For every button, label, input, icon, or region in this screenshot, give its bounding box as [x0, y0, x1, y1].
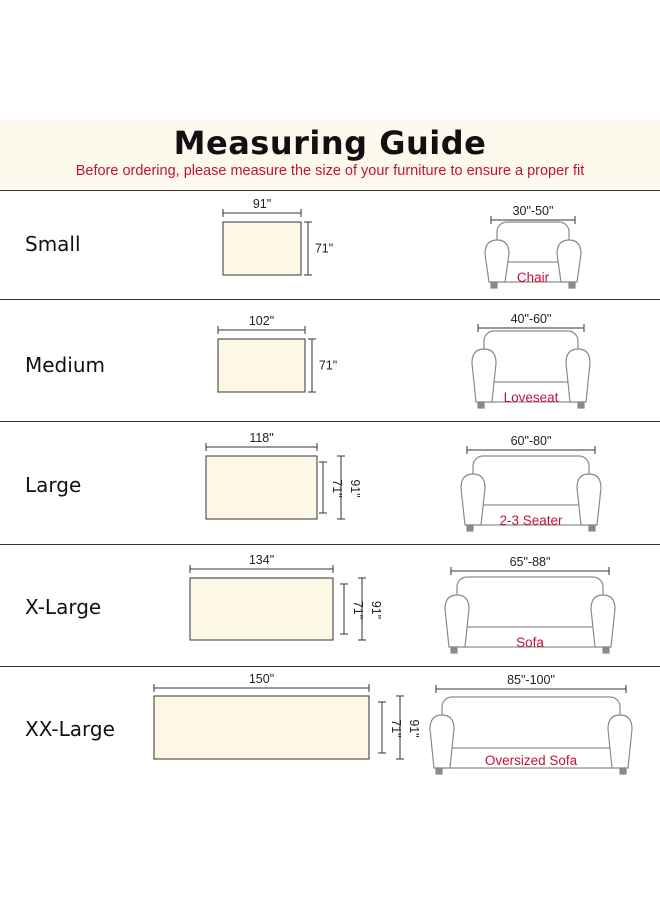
- row-x-large-sofa-type-label: Sofa: [516, 635, 544, 650]
- row-large-height-dimension: [337, 456, 362, 519]
- sofa-arm-left: [461, 474, 485, 525]
- row-small-depth-dimension: [304, 222, 333, 275]
- dimension-label: 71": [389, 719, 403, 738]
- row-x-large-cover-rect: [190, 578, 333, 640]
- row-small-width-dimension: [223, 197, 301, 217]
- sofa-leg: [603, 647, 609, 653]
- dimension-label: 91": [252, 197, 272, 211]
- row-small-sofa-range-dimension: [491, 204, 575, 224]
- size-label-x-large: X-Large: [25, 595, 102, 619]
- row-large-sofa-range-dimension: [467, 434, 595, 454]
- page-title: Measuring Guide: [173, 124, 487, 162]
- sofa-leg: [569, 282, 575, 288]
- row-x-large-sofa-range-dimension: [451, 555, 609, 575]
- dimension-label: 91": [348, 479, 362, 498]
- dimension-label: 102": [248, 314, 275, 328]
- row-x-large-height-dimension: [358, 578, 383, 640]
- dimension-label: 40"-60": [510, 312, 552, 326]
- sofa-leg: [467, 525, 473, 531]
- sofa-arm-right: [566, 349, 590, 402]
- sofa-arm-left: [485, 240, 509, 282]
- row-small-cover-rect: [223, 222, 301, 275]
- page-subtitle: Before ordering, please measure the size of your furniture to ensure a proper fit: [75, 163, 585, 179]
- row-xx-large-sofa-range-dimension: [436, 673, 626, 693]
- row-large-width-dimension: [206, 431, 317, 451]
- sofa-leg: [491, 282, 497, 288]
- row-large-depth-dimension: [319, 462, 344, 513]
- dimension-label: 118": [249, 431, 274, 445]
- sofa-arm-right: [577, 474, 601, 525]
- size-label-small: Small: [25, 232, 81, 256]
- sofa-arm-left: [445, 595, 469, 647]
- dimension-label: 134": [248, 553, 275, 567]
- row-xx-large-width-dimension: [154, 672, 369, 692]
- row-xx-large-depth-dimension: [378, 702, 403, 753]
- dimension-label: 85"-100": [507, 673, 555, 687]
- dimension-label: 71": [351, 600, 365, 620]
- row-x-large-depth-dimension: [340, 584, 365, 634]
- sofa-leg: [578, 402, 584, 408]
- row-large-cover-rect: [206, 456, 317, 519]
- sofa-leg: [478, 402, 484, 408]
- row-medium-depth-dimension: [308, 339, 337, 392]
- dimension-label: 91": [369, 600, 383, 620]
- dimension-label: 91": [407, 719, 421, 738]
- row-medium-sofa-range-dimension: [478, 312, 584, 332]
- dimension-label: 30"-50": [512, 204, 554, 218]
- row-xx-large-height-dimension: [396, 696, 421, 759]
- row-xx-large-sofa-type-label: Oversized Sofa: [484, 753, 578, 768]
- size-label-large: Large: [25, 473, 82, 497]
- sofa-back: [484, 331, 578, 388]
- sofa-back: [457, 577, 603, 633]
- sofa-leg: [451, 647, 457, 653]
- row-xx-large-cover-rect: [154, 696, 369, 759]
- sofa-back: [473, 456, 589, 511]
- sofa-arm-right: [608, 715, 632, 768]
- dimension-label: 71": [330, 479, 344, 498]
- sofa-leg: [620, 768, 626, 774]
- size-label-xx-large: XX-Large: [25, 717, 115, 741]
- dimension-label: 60"-80": [510, 434, 552, 448]
- sofa-leg: [589, 525, 595, 531]
- size-label-medium: Medium: [25, 353, 105, 377]
- row-medium-sofa-type-label: Loveseat: [503, 390, 559, 405]
- sofa-arm-right: [557, 240, 581, 282]
- sofa-arm-left: [472, 349, 496, 402]
- sofa-arm-right: [591, 595, 615, 647]
- sofa-leg: [436, 768, 442, 774]
- sofa-back: [442, 697, 620, 754]
- row-medium-cover-rect: [218, 339, 305, 392]
- row-x-large-width-dimension: [190, 553, 333, 573]
- dimension-label: 65"-88": [509, 555, 551, 569]
- dimension-label: 71": [318, 358, 338, 373]
- dimension-label: 71": [314, 241, 334, 256]
- row-large-sofa-type-label: 2-3 Seater: [499, 513, 563, 528]
- sofa-arm-left: [430, 715, 454, 768]
- dimension-label: 150": [248, 672, 275, 686]
- row-medium-width-dimension: [218, 314, 305, 334]
- row-small-sofa-type-label: Chair: [516, 270, 550, 285]
